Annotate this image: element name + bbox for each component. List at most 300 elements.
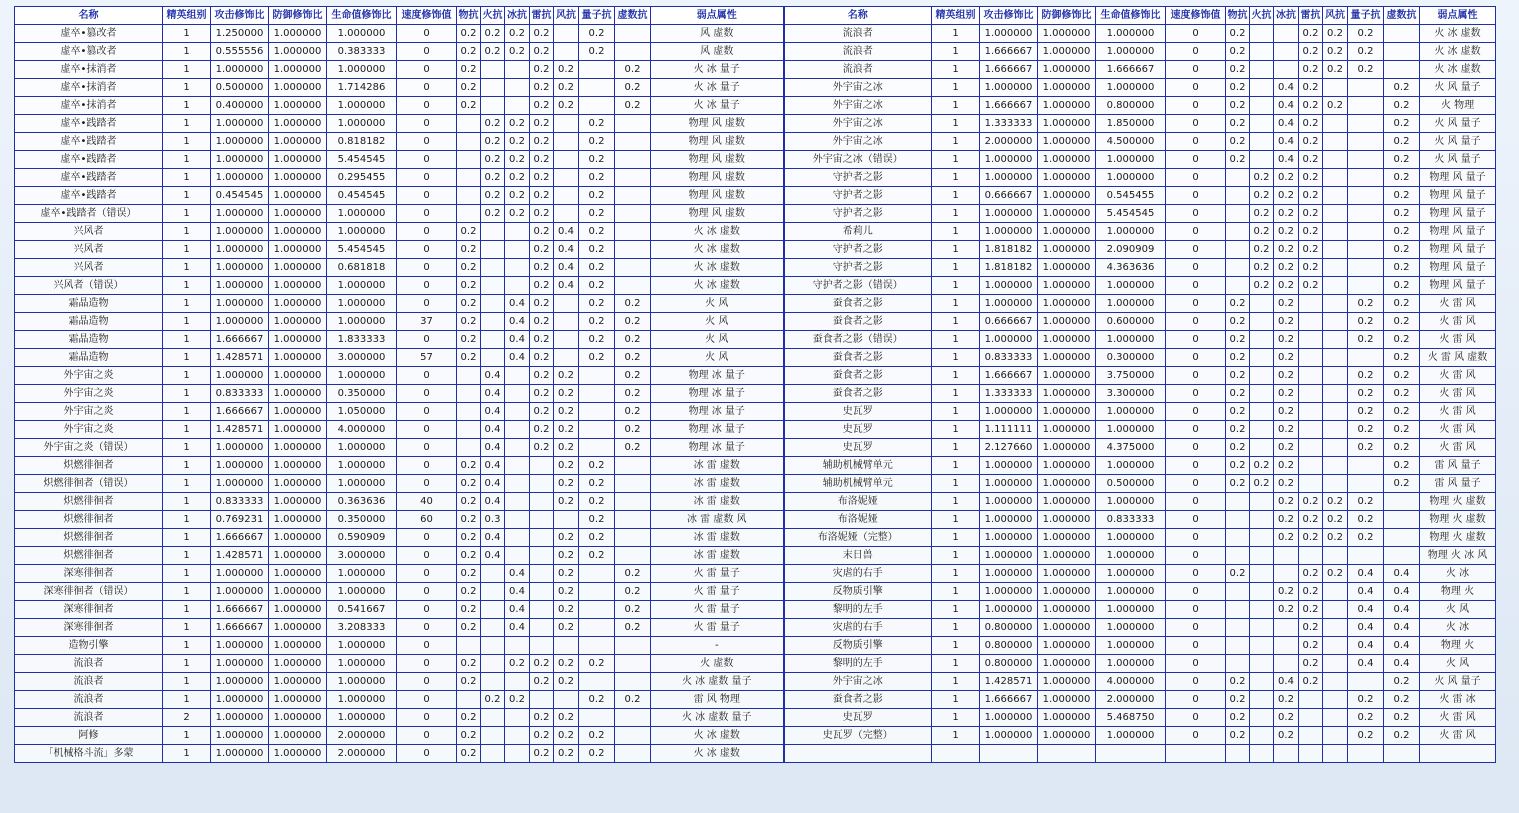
- table-cell: [1348, 259, 1384, 277]
- table-cell: 黎明的左手: [784, 655, 932, 673]
- table-cell: 1.000000: [269, 655, 327, 673]
- table-cell: [1348, 97, 1384, 115]
- table-cell: 1.000000: [1038, 25, 1096, 43]
- table-cell: 0.2: [1274, 367, 1299, 385]
- table-cell: 1: [932, 673, 980, 691]
- table-cell: 0.2: [530, 403, 554, 421]
- table-cell: [1323, 457, 1348, 475]
- table-cell: [505, 745, 530, 763]
- table-cell: [615, 25, 651, 43]
- table-cell: 火 冰 虚数 量子: [651, 673, 784, 691]
- table-cell: 1: [932, 79, 980, 97]
- table-cell: 1: [163, 367, 211, 385]
- table-cell: 1.000000: [980, 457, 1038, 475]
- table-cell: 1.000000: [327, 583, 397, 601]
- table-cell: [615, 133, 651, 151]
- table-cell: [1250, 313, 1274, 331]
- table-cell: 0.2: [457, 619, 481, 637]
- table-cell: 0.2: [457, 277, 481, 295]
- table-cell: 火 冰 虚数: [651, 241, 784, 259]
- table-cell: 1: [163, 97, 211, 115]
- table-cell: 0: [397, 205, 457, 223]
- table-cell: 0.2: [1384, 133, 1420, 151]
- table-cell: 1.000000: [980, 151, 1038, 169]
- table-cell: 虚卒•践踏者: [15, 151, 163, 169]
- table-cell: 1: [932, 241, 980, 259]
- table-cell: [1348, 133, 1384, 151]
- table-cell: [1384, 529, 1420, 547]
- table-cell: 0: [1166, 61, 1226, 79]
- table-cell: 1.000000: [1038, 727, 1096, 745]
- table-cell: [505, 79, 530, 97]
- table-cell: [1323, 151, 1348, 169]
- table-cell: 0: [1166, 169, 1226, 187]
- table-cell: 0: [397, 385, 457, 403]
- table-cell: 0.4: [1384, 583, 1420, 601]
- table-cell: 0.2: [1274, 475, 1299, 493]
- header-speed-mod: 速度修饰值: [1166, 7, 1226, 25]
- table-cell: [1299, 367, 1323, 385]
- table-cell: [1274, 547, 1299, 565]
- table-cell: 流浪者: [784, 61, 932, 79]
- table-cell: [1348, 349, 1384, 367]
- table-cell: 1.428571: [211, 547, 269, 565]
- table-cell: 1.000000: [269, 475, 327, 493]
- table-cell: 0: [397, 133, 457, 151]
- table-cell: 0.2: [579, 457, 615, 475]
- table-cell: 1.000000: [327, 439, 397, 457]
- table-cell: 物理 风 量子: [1420, 187, 1496, 205]
- table-cell: 1.666667: [980, 691, 1038, 709]
- table-cell: 0.2: [457, 223, 481, 241]
- table-cell: 1.000000: [1038, 349, 1096, 367]
- table-cell: 1.000000: [1038, 673, 1096, 691]
- table-cell: 流浪者: [15, 691, 163, 709]
- table-cell: 0.383333: [327, 43, 397, 61]
- table-cell: 1.000000: [1096, 421, 1166, 439]
- table-cell: 0.2: [505, 151, 530, 169]
- table-cell: 1.000000: [211, 655, 269, 673]
- table-cell: 1: [932, 529, 980, 547]
- table-cell: 火 风: [651, 349, 784, 367]
- table-cell: 0.833333: [211, 385, 269, 403]
- table-cell: 0.2: [579, 151, 615, 169]
- table-cell: 1.833333: [327, 331, 397, 349]
- table-cell: [1323, 655, 1348, 673]
- table-cell: 1: [163, 313, 211, 331]
- table-cell: [530, 493, 554, 511]
- header-lightning-res: 雷抗: [1299, 7, 1323, 25]
- table-cell: 0.800000: [980, 655, 1038, 673]
- table-cell: 57: [397, 349, 457, 367]
- table-cell: 0.2: [1250, 223, 1274, 241]
- table-cell: 1.000000: [327, 115, 397, 133]
- table-cell: 1.666667: [980, 97, 1038, 115]
- table-cell: 0.400000: [211, 97, 269, 115]
- table-cell: 0.4: [1348, 655, 1384, 673]
- table-cell: 0: [397, 745, 457, 763]
- table-cell: [1323, 673, 1348, 691]
- table-cell: 0.2: [554, 493, 579, 511]
- table-cell: 火 冰 虚数: [651, 259, 784, 277]
- table-cell: [554, 187, 579, 205]
- table-cell: [579, 439, 615, 457]
- table-cell: 0.2: [1274, 601, 1299, 619]
- table-cell: 火 冰 虚数: [651, 223, 784, 241]
- table-cell: [1250, 745, 1274, 763]
- table-cell: [1274, 745, 1299, 763]
- table-cell: 0.500000: [211, 79, 269, 97]
- table-cell: 0: [1166, 493, 1226, 511]
- table-cell: 物理 冰 量子: [651, 421, 784, 439]
- table-cell: 1: [932, 151, 980, 169]
- table-cell: [1323, 367, 1348, 385]
- table-cell: [457, 187, 481, 205]
- table-cell: 1.000000: [1096, 547, 1166, 565]
- table-cell: 0.2: [1226, 331, 1250, 349]
- table-cell: 0: [1166, 475, 1226, 493]
- table-cell: 1.000000: [269, 151, 327, 169]
- table-cell: 0.2: [1226, 349, 1250, 367]
- table-cell: [554, 511, 579, 529]
- table-cell: 外宇宙之炎: [15, 403, 163, 421]
- table-cell: 0.2: [457, 457, 481, 475]
- table-cell: [1323, 205, 1348, 223]
- table-cell: [1323, 295, 1348, 313]
- table-cell: 0.2: [530, 133, 554, 151]
- table-cell: 0.2: [554, 709, 579, 727]
- table-cell: 火 冰 量子: [651, 97, 784, 115]
- table-cell: 1.000000: [1038, 331, 1096, 349]
- table-cell: 反物质引擎: [784, 637, 932, 655]
- table-cell: 1: [932, 331, 980, 349]
- table-cell: 0.4: [481, 421, 505, 439]
- table-cell: 火 风 量子: [1420, 115, 1496, 133]
- table-cell: 0.2: [1226, 313, 1250, 331]
- table-cell: [505, 241, 530, 259]
- table-cell: 1.000000: [980, 331, 1038, 349]
- table-cell: [481, 619, 505, 637]
- table-cell: 1: [932, 709, 980, 727]
- table-cell: 外宇宙之冰: [784, 97, 932, 115]
- table-cell: [1348, 187, 1384, 205]
- table-cell: 史瓦罗: [784, 403, 932, 421]
- table-cell: [530, 601, 554, 619]
- table-cell: 1.000000: [269, 295, 327, 313]
- table-cell: 0.2: [554, 547, 579, 565]
- table-cell: [1323, 241, 1348, 259]
- table-cell: 0: [397, 655, 457, 673]
- table-cell: 0.4: [481, 367, 505, 385]
- table-cell: 0.2: [530, 115, 554, 133]
- table-cell: 0.2: [615, 79, 651, 97]
- table-cell: [554, 169, 579, 187]
- table-cell: [481, 745, 505, 763]
- table-cell: [1250, 151, 1274, 169]
- table-cell: 火 雷 风: [1420, 331, 1496, 349]
- table-cell: 1.000000: [211, 259, 269, 277]
- table-cell: [481, 331, 505, 349]
- table-cell: 0.4: [1384, 655, 1420, 673]
- table-cell: [1250, 511, 1274, 529]
- table-cell: 流浪者: [15, 655, 163, 673]
- table-cell: [1250, 61, 1274, 79]
- table-cell: [1299, 331, 1323, 349]
- table-cell: 1.000000: [269, 115, 327, 133]
- table-cell: 1: [932, 493, 980, 511]
- table-cell: 0.2: [1274, 385, 1299, 403]
- table-cell: [1274, 25, 1299, 43]
- table-cell: 0.2: [457, 241, 481, 259]
- table-cell: 1.666667: [980, 61, 1038, 79]
- table-cell: 0: [397, 259, 457, 277]
- table-cell: 火 风: [651, 331, 784, 349]
- table-cell: 1.666667: [211, 331, 269, 349]
- table-cell: [1250, 349, 1274, 367]
- table-cell: 守护者之影: [784, 187, 932, 205]
- table-cell: 0.2: [530, 97, 554, 115]
- table-cell: 0.4: [481, 385, 505, 403]
- table-cell: [530, 691, 554, 709]
- table-cell: 0.2: [1384, 259, 1420, 277]
- table-cell: 风 虚数: [651, 43, 784, 61]
- table-cell: 0.2: [1348, 511, 1384, 529]
- table-cell: 0.2: [1384, 205, 1420, 223]
- table-cell: [1384, 25, 1420, 43]
- table-cell: 1.000000: [980, 205, 1038, 223]
- table-cell: 蚕食者之影: [784, 691, 932, 709]
- table-cell: 1.000000: [1038, 169, 1096, 187]
- table-cell: 0.2: [1299, 79, 1323, 97]
- table-cell: [554, 133, 579, 151]
- table-cell: 0.2: [505, 43, 530, 61]
- table-cell: 1.000000: [327, 565, 397, 583]
- table-cell: 1.000000: [1096, 223, 1166, 241]
- table-cell: 0: [1166, 259, 1226, 277]
- table-cell: 0.2: [505, 133, 530, 151]
- table-cell: 0.2: [1274, 187, 1299, 205]
- table-cell: [1323, 637, 1348, 655]
- table-cell: [784, 745, 932, 763]
- table-cell: 0.4: [481, 457, 505, 475]
- table-cell: 1.000000: [211, 439, 269, 457]
- table-cell: 0.2: [1299, 97, 1323, 115]
- table-cell: [980, 745, 1038, 763]
- table-cell: 1.000000: [269, 313, 327, 331]
- table-cell: 0: [1166, 151, 1226, 169]
- table-cell: 0.4: [505, 565, 530, 583]
- table-cell: 0.2: [579, 115, 615, 133]
- header-imaginary-res: 虚数抗: [615, 7, 651, 25]
- table-cell: 0.2: [530, 295, 554, 313]
- table-cell: 虚卒•践踏者: [15, 115, 163, 133]
- table-cell: [615, 745, 651, 763]
- table-cell: 兴风者（错误）: [15, 277, 163, 295]
- table-cell: 1.000000: [1096, 43, 1166, 61]
- table-cell: 1.000000: [1038, 313, 1096, 331]
- table-cell: 物理 风 量子: [1420, 205, 1496, 223]
- table-cell: 1.000000: [211, 637, 269, 655]
- table-cell: 0.4: [481, 403, 505, 421]
- table-cell: [505, 439, 530, 457]
- table-cell: 0.2: [1384, 457, 1420, 475]
- table-cell: [1226, 205, 1250, 223]
- table-cell: 1.250000: [211, 25, 269, 43]
- table-cell: 1.000000: [327, 277, 397, 295]
- table-cell: 0.2: [1323, 565, 1348, 583]
- table-cell: 0.2: [1274, 277, 1299, 295]
- table-cell: [530, 475, 554, 493]
- table-cell: 物理 风 量子: [1420, 259, 1496, 277]
- table-cell: 1: [163, 151, 211, 169]
- table-cell: 1.000000: [211, 313, 269, 331]
- table-cell: 1: [932, 25, 980, 43]
- table-cell: 1.000000: [980, 583, 1038, 601]
- table-cell: [1299, 349, 1323, 367]
- table-cell: [1348, 115, 1384, 133]
- table-cell: 1.000000: [211, 115, 269, 133]
- header-name: 名称: [784, 7, 932, 25]
- table-cell: 0.2: [554, 385, 579, 403]
- table-cell: 0.4: [481, 529, 505, 547]
- table-cell: [481, 349, 505, 367]
- table-cell: 0: [397, 277, 457, 295]
- table-cell: 炽燃徘徊者（错误）: [15, 475, 163, 493]
- header-def-ratio: 防御修饰比: [269, 7, 327, 25]
- table-cell: 1.666667: [211, 403, 269, 421]
- table-cell: 外宇宙之冰: [784, 115, 932, 133]
- table-cell: 4.363636: [1096, 259, 1166, 277]
- table-cell: [457, 403, 481, 421]
- table-cell: 冰 雷 虚数: [651, 475, 784, 493]
- table-cell: 0: [397, 403, 457, 421]
- table-cell: 冰 雷 虚数: [651, 457, 784, 475]
- table-cell: 1.818182: [980, 241, 1038, 259]
- enemy-stats-table-container: [14, 6, 1496, 763]
- table-cell: 0.2: [615, 565, 651, 583]
- table-row: [15, 745, 1496, 763]
- table-cell: 1.111111: [980, 421, 1038, 439]
- table-cell: 3.300000: [1096, 385, 1166, 403]
- table-cell: 布洛妮娅: [784, 493, 932, 511]
- table-cell: [579, 367, 615, 385]
- table-cell: 0.2: [457, 529, 481, 547]
- table-cell: [1250, 673, 1274, 691]
- table-cell: [530, 565, 554, 583]
- table-cell: 0.2: [457, 313, 481, 331]
- table-cell: 0: [1166, 223, 1226, 241]
- table-cell: 0.4: [505, 331, 530, 349]
- table-cell: [481, 241, 505, 259]
- table-cell: [1250, 619, 1274, 637]
- table-cell: [1250, 583, 1274, 601]
- table-cell: [1299, 691, 1323, 709]
- table-cell: [530, 619, 554, 637]
- table-cell: 1.000000: [1038, 403, 1096, 421]
- table-cell: [554, 151, 579, 169]
- table-cell: 1.000000: [211, 583, 269, 601]
- table-cell: 1.000000: [1096, 619, 1166, 637]
- table-cell: 1.000000: [980, 403, 1038, 421]
- table-cell: 1.000000: [269, 169, 327, 187]
- table-cell: [1323, 169, 1348, 187]
- table-cell: 2.000000: [327, 745, 397, 763]
- table-cell: 1.000000: [327, 97, 397, 115]
- table-cell: 0.4: [1348, 619, 1384, 637]
- table-cell: 0.800000: [1096, 97, 1166, 115]
- table-cell: [615, 277, 651, 295]
- table-row: [15, 223, 1496, 241]
- table-cell: 虚卒•践踏者: [15, 187, 163, 205]
- table-cell: 0.2: [579, 259, 615, 277]
- table-cell: 0.2: [1274, 169, 1299, 187]
- table-cell: 0.2: [579, 241, 615, 259]
- table-cell: 1.000000: [269, 547, 327, 565]
- table-cell: 物理 火 虚数: [1420, 493, 1496, 511]
- table-cell: 火 雷 风: [1420, 367, 1496, 385]
- table-cell: [1250, 385, 1274, 403]
- table-cell: [1348, 673, 1384, 691]
- table-cell: 蚕食者之影: [784, 349, 932, 367]
- table-cell: 1.000000: [211, 205, 269, 223]
- table-cell: [1348, 277, 1384, 295]
- table-cell: 1: [932, 295, 980, 313]
- table-cell: [1348, 151, 1384, 169]
- table-cell: 火 风 量子: [1420, 151, 1496, 169]
- table-cell: 0: [397, 439, 457, 457]
- table-cell: 0.2: [1348, 313, 1384, 331]
- header-fire-res: 火抗: [1250, 7, 1274, 25]
- table-cell: 0.454545: [211, 187, 269, 205]
- table-cell: 0.2: [1274, 223, 1299, 241]
- table-cell: 0.4: [481, 439, 505, 457]
- table-cell: 1: [163, 331, 211, 349]
- table-cell: 1.000000: [1038, 367, 1096, 385]
- table-cell: 0: [1166, 295, 1226, 313]
- table-cell: 0: [1166, 511, 1226, 529]
- table-cell: [1323, 709, 1348, 727]
- table-cell: 1.000000: [269, 205, 327, 223]
- table-cell: 1.000000: [1038, 43, 1096, 61]
- table-cell: [615, 205, 651, 223]
- table-cell: 0.541667: [327, 601, 397, 619]
- table-cell: 雷 风 物理: [651, 691, 784, 709]
- table-cell: 0: [397, 673, 457, 691]
- table-cell: [1323, 133, 1348, 151]
- table-cell: 0.2: [457, 25, 481, 43]
- table-cell: 1.000000: [269, 493, 327, 511]
- table-cell: 0.2: [530, 349, 554, 367]
- table-cell: 0.2: [1250, 277, 1274, 295]
- table-cell: 0.2: [1226, 25, 1250, 43]
- table-cell: 0.2: [554, 673, 579, 691]
- table-cell: 0.4: [505, 601, 530, 619]
- table-cell: 火 风: [1420, 655, 1496, 673]
- table-cell: 0: [397, 79, 457, 97]
- table-cell: 0.2: [579, 169, 615, 187]
- table-cell: 1: [932, 457, 980, 475]
- table-cell: 布洛妮娅（完整）: [784, 529, 932, 547]
- header-imaginary-res: 虚数抗: [1384, 7, 1420, 25]
- table-cell: 0.2: [579, 331, 615, 349]
- table-cell: 0.2: [1274, 457, 1299, 475]
- table-cell: 1: [163, 565, 211, 583]
- table-cell: 火 风 量子: [1420, 79, 1496, 97]
- table-cell: 火 冰 虚数: [1420, 43, 1496, 61]
- table-cell: 0: [1166, 115, 1226, 133]
- table-cell: 1.000000: [980, 547, 1038, 565]
- table-cell: [1226, 637, 1250, 655]
